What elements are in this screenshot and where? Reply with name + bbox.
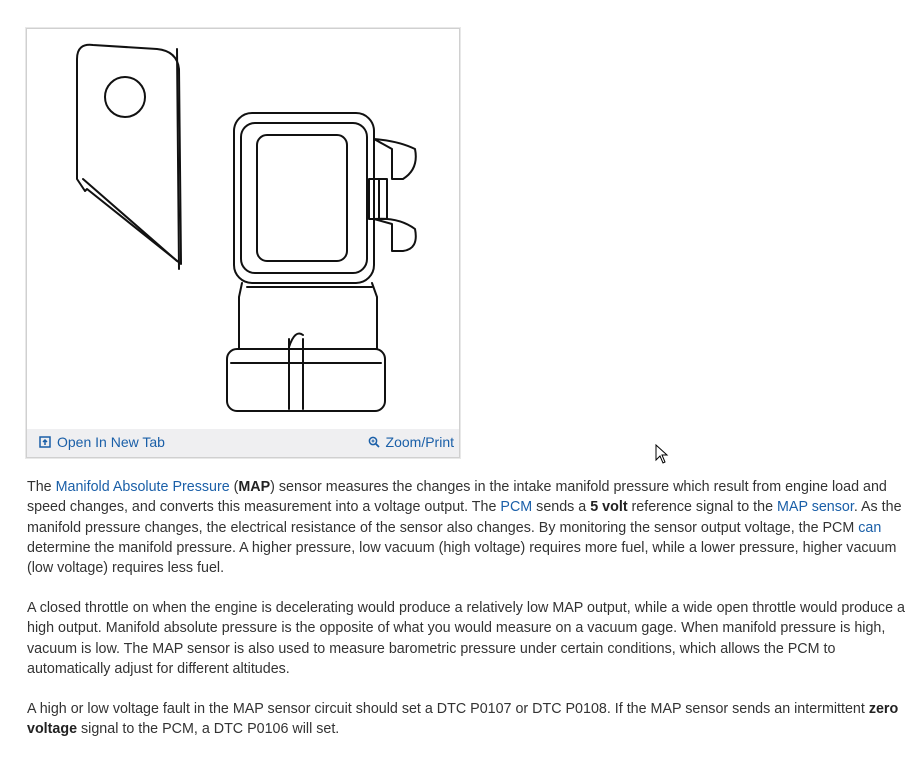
open-new-tab-label: Open In New Tab <box>57 434 165 450</box>
map-sensor-link[interactable]: MAP sensor <box>777 499 854 516</box>
text: signal to the PCM, a DTC P0106 will set. <box>77 720 340 737</box>
pcm-link[interactable]: PCM <box>500 499 533 516</box>
bold-5-volt: 5 volt <box>590 499 628 516</box>
paragraph-1 <box>27 477 907 578</box>
text: ) sensor measures the changes in the intake manifold pressure which result from engine load and speed changes, and converts this measurement into a voltage output. The <box>27 479 887 516</box>
text: ( <box>229 479 239 495</box>
open-new-tab-link[interactable] <box>39 434 165 450</box>
text: reference signal to the <box>627 499 777 516</box>
can-link[interactable]: can <box>858 519 882 536</box>
zoom-print-label: Zoom/Print <box>385 434 454 450</box>
text: The <box>27 479 56 495</box>
manifold-absolute-pressure-link[interactable]: Manifold Absolute Pressure <box>55 479 230 495</box>
paragraph-3 <box>27 699 907 740</box>
zoom-print-link[interactable] <box>368 434 454 450</box>
article-body <box>27 477 907 759</box>
figure-container <box>26 28 460 458</box>
text: . As the manifold pressure changes, the electrical resistance of the sensor also changes. By monitoring the sensor output voltage, the PCM <box>27 499 902 536</box>
text: determine the manifold pressure. A higher pressure, low vacuum (high voltage) requires more fuel, while a lower pressure, higher vacuum (low voltage) requires less fuel. <box>27 539 897 577</box>
bold-map: MAP <box>238 479 271 495</box>
bold-zero-voltage: zero voltage <box>27 700 899 737</box>
magnifier-icon <box>368 436 380 448</box>
open-new-tab-icon <box>39 436 51 448</box>
mouse-cursor-icon <box>655 444 669 464</box>
paragraph-2: A closed throttle on when the engine is decelerating would produce a relatively low MAP output, while a wide open throttle would produce a high output. Manifold absolute pressure is the opposite of what you would measure on a vacuum gage. When manifold pressure is high, vacuum is low. The MAP sensor is also used to measure barometric pressure under certain conditions, which allows the PCM to automatically adjust for different altitudes. <box>27 599 905 677</box>
text: A high or low voltage fault in the MAP sensor circuit should set a DTC P0107 or DTC P0108. If the MAP sensor sends an intermittent <box>27 700 869 717</box>
map-sensor-image <box>27 29 459 429</box>
text: sends a <box>532 499 591 516</box>
figure-toolbar <box>27 429 459 457</box>
